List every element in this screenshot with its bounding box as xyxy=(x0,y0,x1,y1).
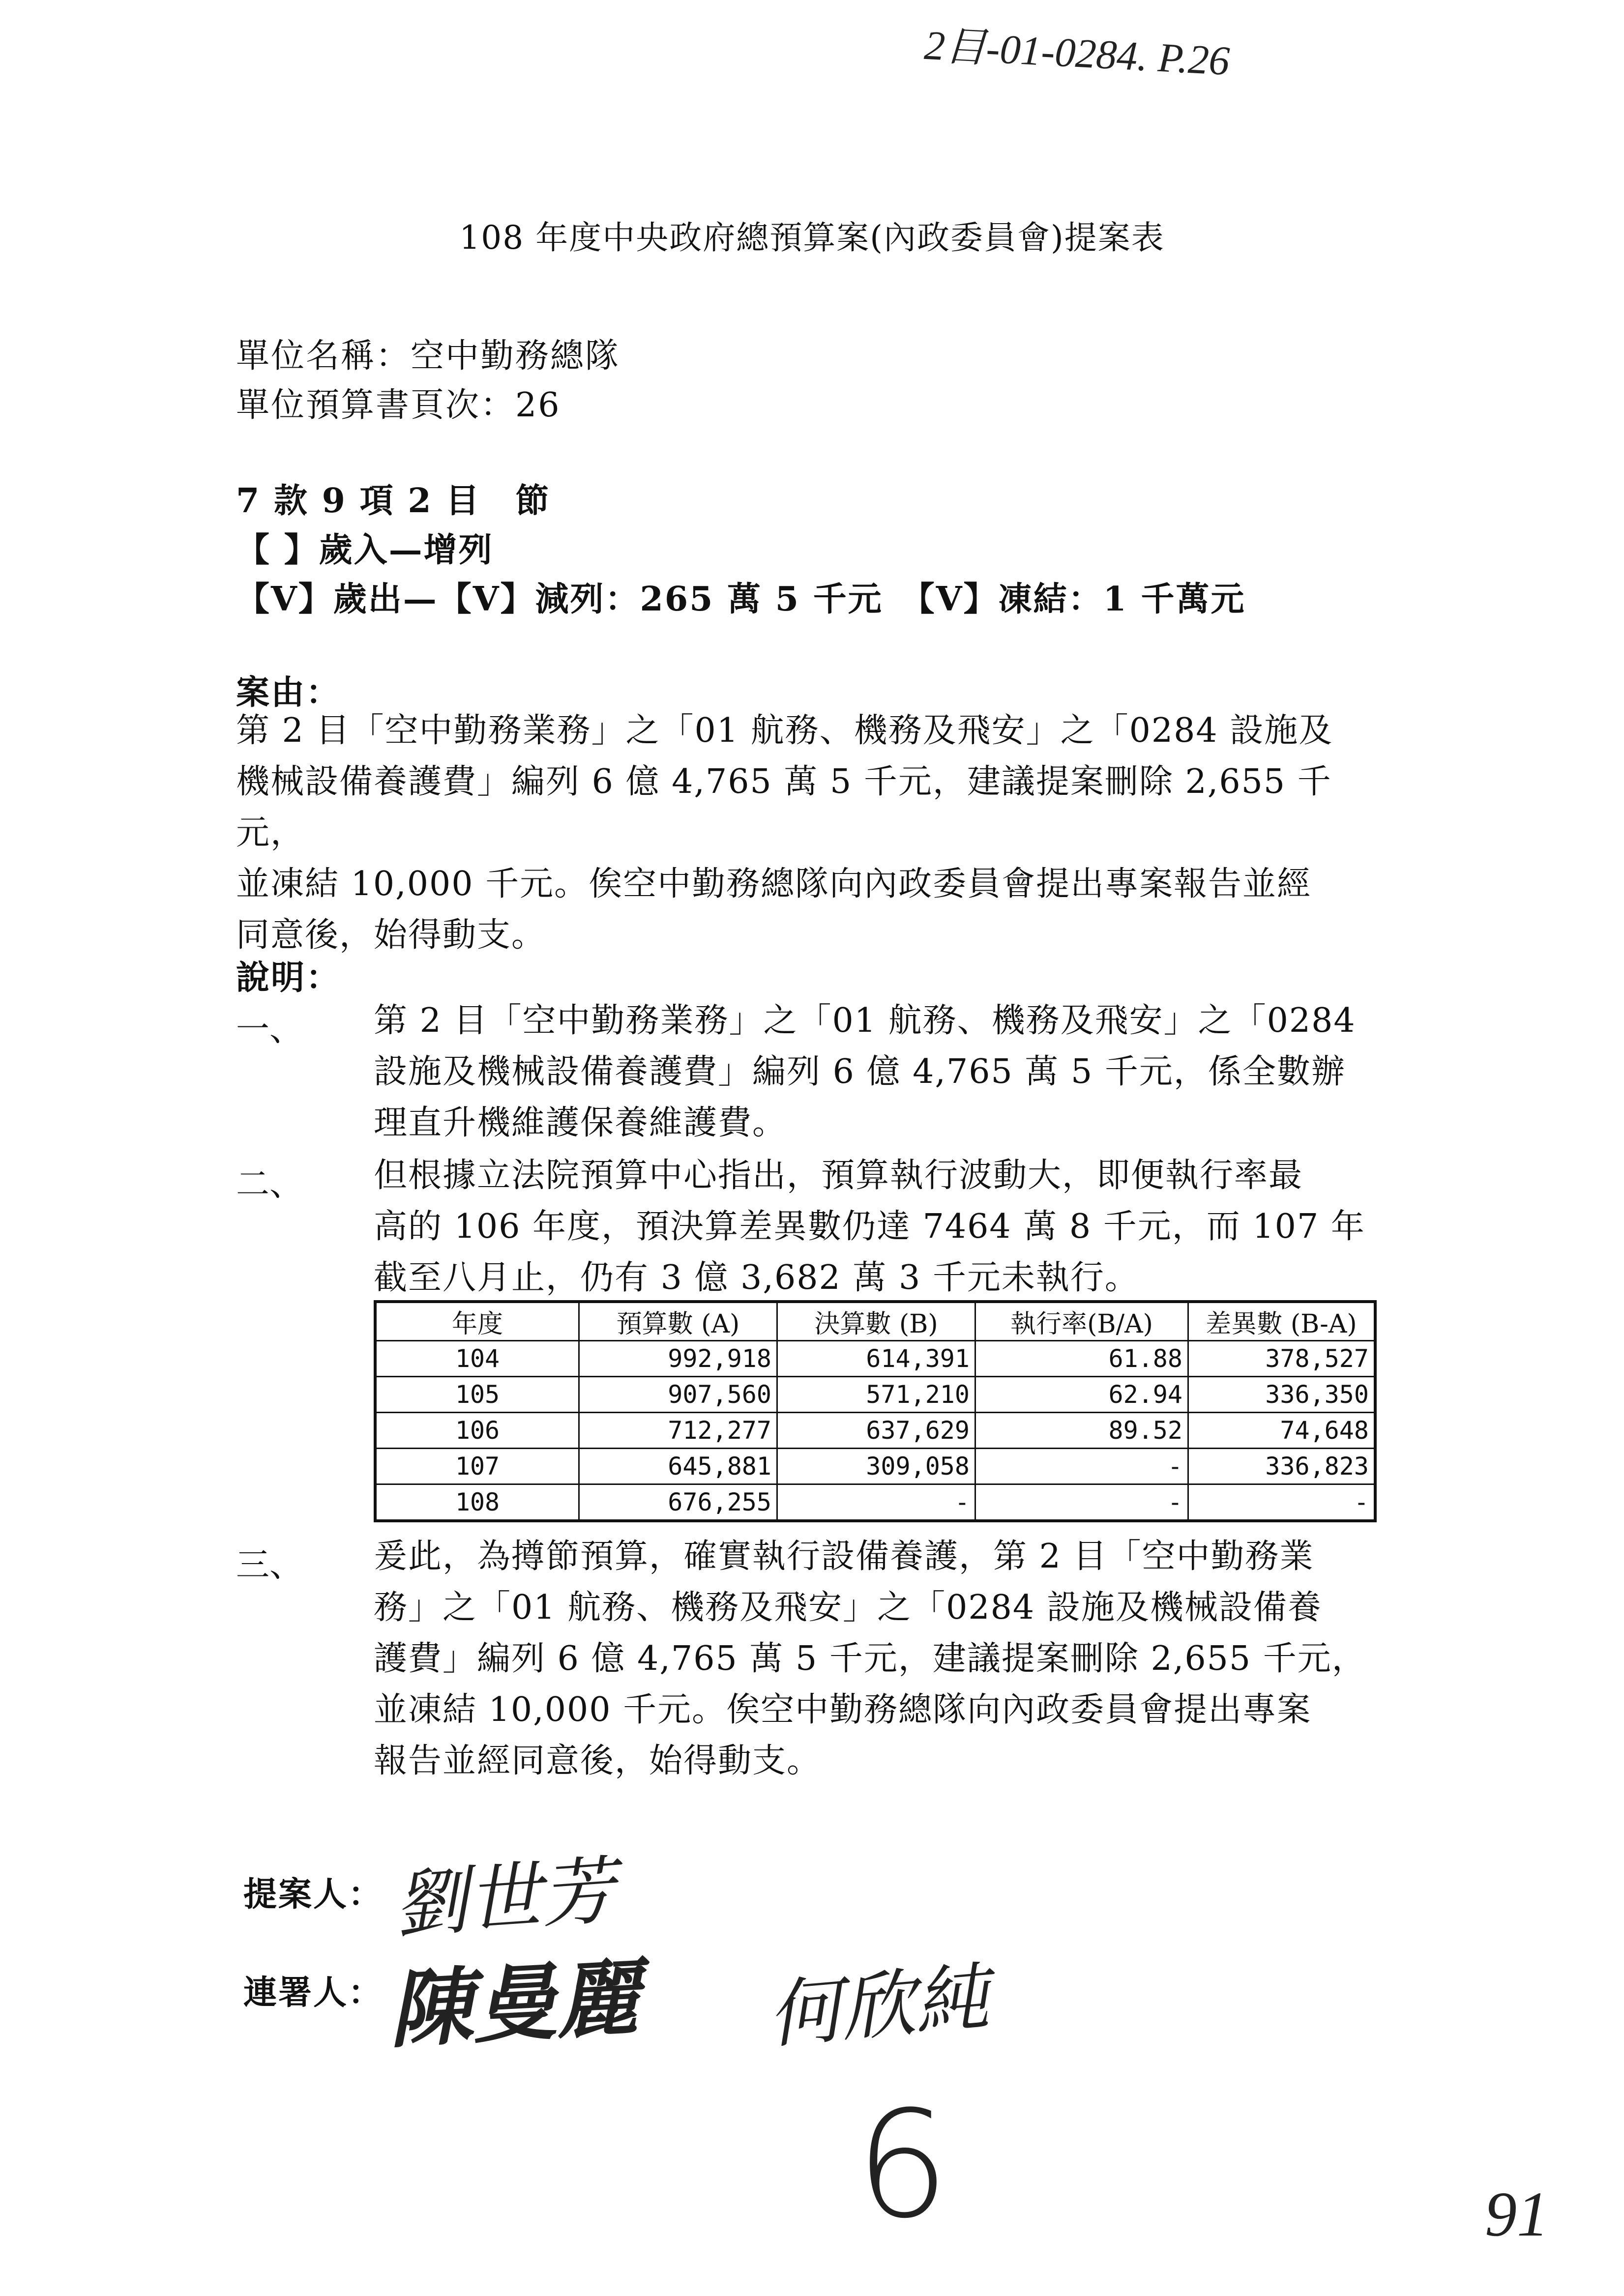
handwritten-reference: 2目-01-0284. P.26 xyxy=(923,22,1231,85)
table-cell: 61.88 xyxy=(975,1341,1188,1377)
table-cell: - xyxy=(975,1449,1188,1484)
table-cell: 108 xyxy=(375,1484,579,1521)
unit-name: 單位名稱：空中勤務總隊 xyxy=(236,337,620,376)
column-header: 執行率(B/A) xyxy=(975,1302,1188,1341)
explanation-line: 並凍結 10,000 千元。俟空中勤務總隊向內政委員會提出專案 xyxy=(374,1690,1312,1729)
table-cell: - xyxy=(777,1484,975,1521)
reason-body xyxy=(236,705,1387,961)
table-row xyxy=(375,1377,1375,1413)
column-header: 年度 xyxy=(375,1302,579,1341)
proposer-signature: 劉世芳 xyxy=(391,1850,618,1947)
revenue-line: 【 】歲入—增列 xyxy=(236,530,494,570)
column-header: 預算數 (A) xyxy=(579,1302,777,1341)
table-cell: 105 xyxy=(375,1377,579,1413)
table-cell: 106 xyxy=(375,1413,579,1449)
budget-execution-table xyxy=(374,1300,1377,1522)
reason-line: 第 2 目「空中勤務業務」之「01 航務、機務及飛安」之「0284 設施及 xyxy=(236,711,1333,750)
explanation-line: 理直升機維護保養維護費。 xyxy=(374,1104,787,1142)
table-cell: 107 xyxy=(375,1449,579,1484)
table-row xyxy=(375,1413,1375,1449)
explanation-line: 但根據立法院預算中心指出，預算執行波動大，即便執行率最 xyxy=(374,1156,1303,1195)
table-cell: 907,560 xyxy=(579,1377,777,1413)
page-title: 108 年度中央政府總預算案(內政委員會)提案表 xyxy=(459,219,1165,257)
table-cell: 309,058 xyxy=(777,1449,975,1484)
table-cell: 676,255 xyxy=(579,1484,777,1521)
page-number: 91 xyxy=(1485,2179,1549,2250)
table-row xyxy=(375,1341,1375,1377)
explanation-line: 高的 106 年度，預決算差異數仍達 7464 萬 8 千元，而 107 年 xyxy=(374,1207,1365,1246)
unit-page: 單位預算書頁次：26 xyxy=(236,386,561,425)
column-header: 差異數 (B-A) xyxy=(1188,1302,1376,1341)
table-cell: 89.52 xyxy=(975,1413,1188,1449)
column-header: 決算數 (B) xyxy=(777,1302,975,1341)
table-cell: 336,823 xyxy=(1188,1449,1376,1484)
explanation-item-label: 三、 xyxy=(236,1546,303,1585)
explanation-line: 報告並經同意後，始得動支。 xyxy=(374,1742,822,1780)
cosigner-signature: 陳曼麗 xyxy=(386,1952,642,2058)
reason-line: 同意後，始得動支。 xyxy=(236,916,546,955)
table-row xyxy=(375,1484,1375,1521)
table-cell: 571,210 xyxy=(777,1377,975,1413)
reason-line: 並凍結 10,000 千元。俟空中勤務總隊向內政委員會提出專案報告並經 xyxy=(236,865,1312,903)
table-row xyxy=(375,1449,1375,1484)
explanation-line: 務」之「01 航務、機務及飛安」之「0284 設施及機械設備養 xyxy=(374,1588,1322,1627)
table-cell: 637,629 xyxy=(777,1413,975,1449)
explanation-line: 截至八月止，仍有 3 億 3,682 萬 3 千元未執行。 xyxy=(374,1258,1139,1297)
cosigner-label: 連署人： xyxy=(243,1973,384,2012)
explanation-line: 護費」編列 6 億 4,765 萬 5 千元，建議提案刪除 2,655 千元， xyxy=(374,1639,1366,1678)
table-cell: 62.94 xyxy=(975,1377,1188,1413)
expenditure-line: 【V】歲出—【V】減列：265 萬 5 千元 【V】凍結：1 千萬元 xyxy=(236,580,1246,619)
explanation-item-label: 二、 xyxy=(236,1165,303,1204)
explanation-item-3 xyxy=(374,1531,1387,1787)
table-cell: 74,648 xyxy=(1188,1413,1376,1449)
explanation-item-2 xyxy=(374,1150,1387,1304)
table-cell: - xyxy=(975,1484,1188,1521)
table-cell: 992,918 xyxy=(579,1341,777,1377)
table-header-row xyxy=(375,1302,1375,1341)
table-cell: 336,350 xyxy=(1188,1377,1376,1413)
proposer-label: 提案人： xyxy=(243,1875,384,1914)
reason-line: 機械設備養護費」編列 6 億 4,765 萬 5 千元，建議提案刪除 2,655 千元， xyxy=(236,762,1332,852)
table-cell: 104 xyxy=(375,1341,579,1377)
handwritten-number: 6 xyxy=(856,2079,949,2251)
explanation-heading: 說明： xyxy=(236,958,341,997)
table-cell: 645,881 xyxy=(579,1449,777,1484)
explanation-line: 第 2 目「空中勤務業務」之「01 航務、機務及飛安」之「0284 xyxy=(374,1001,1356,1040)
explanation-line: 設施及機械設備養護費」編列 6 億 4,765 萬 5 千元，係全數辦 xyxy=(374,1052,1346,1091)
budget-section: 7 款 9 項 2 目 節 xyxy=(236,481,551,521)
cosigner-signature: 何欣純 xyxy=(764,1956,992,2058)
explanation-item-label: 一、 xyxy=(236,1010,303,1049)
table-cell: - xyxy=(1188,1484,1376,1521)
reason-heading: 案由： xyxy=(236,673,341,712)
table-cell: 614,391 xyxy=(777,1341,975,1377)
table-cell: 378,527 xyxy=(1188,1341,1376,1377)
explanation-line: 爰此，為撙節預算，確實執行設備養護，第 2 目「空中勤務業 xyxy=(374,1537,1314,1576)
table-cell: 712,277 xyxy=(579,1413,777,1449)
explanation-item-1 xyxy=(374,995,1387,1149)
